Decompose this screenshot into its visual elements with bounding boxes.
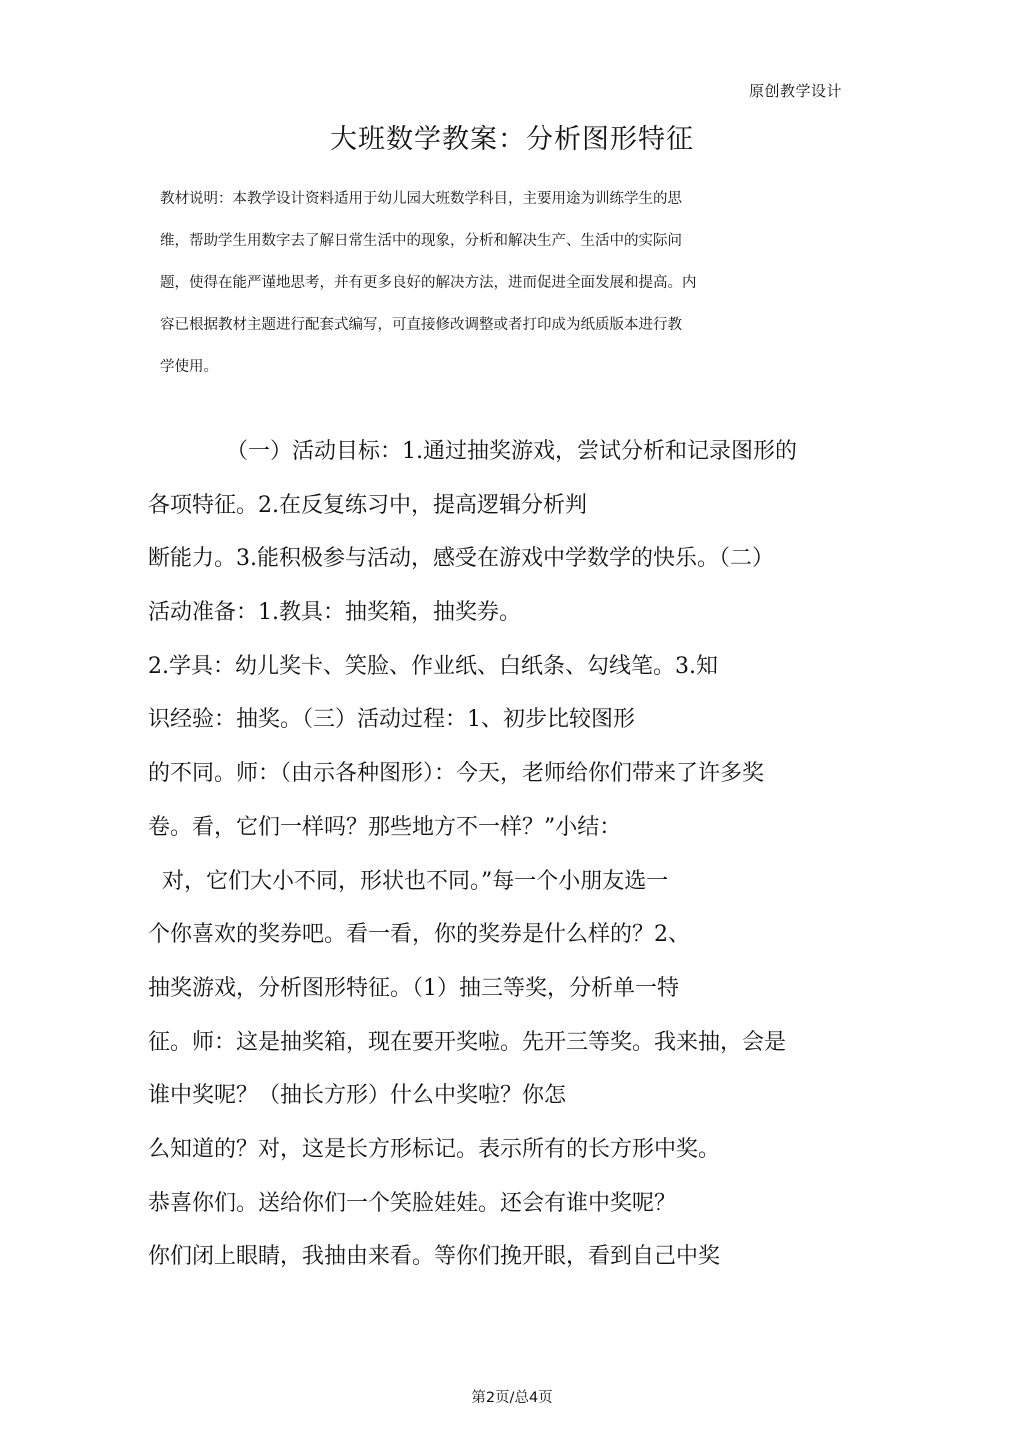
material-description — [160, 186, 820, 396]
intro-line: 学使用。 — [160, 359, 218, 375]
intro-line: 题，使得在能严谨地思考，并有更多良好的解决方法，进而促进全面发展和提高。内 — [160, 275, 697, 291]
body-line: 识经验：抽奖。（三）活动过程：1、初步比较图形 — [148, 707, 635, 733]
intro-line: 维，帮助学生用数字去了解日常生活中的现象，分析和解决生产、生活中的实际问 — [160, 233, 682, 249]
body-line: 卷。看，它们一样吗？那些地方不一样？”小结： — [148, 814, 622, 840]
body-line: 么知道的？对，这是长方形标记。表示所有的长方形中奖。 — [148, 1136, 721, 1162]
body-line: 你们闭上眼睛，我抽由来看。等你们挽开眼，看到自己中奖 — [148, 1244, 721, 1270]
body-line: 抽奖游戏，分析图形特征。（1）抽三等奖，分析单一特 — [148, 975, 679, 1001]
page-title: 大班数学教案：分析图形特征 — [330, 124, 694, 156]
page-number: 第2页/总4页 — [471, 1390, 553, 1406]
body-line: 活动准备：1.教具：抽奖箱，抽奖券。 — [148, 600, 521, 626]
intro-line: 教材说明：本教学设计资料适用于幼儿园大班数学科目，主要用途为训练学生的思 — [160, 191, 682, 207]
body-line: 对，它们大小不同，形状也不同。”每一个小朋友选一 — [162, 868, 669, 894]
body-line: 谁中奖呢？（抽长方形）什么中奖啦？你怎 — [148, 1083, 567, 1109]
intro-line: 容已根据教材主题进行配套式编写，可直接修改调整或者打印成为纸质版本进行教 — [160, 317, 682, 333]
body-line: 的不同。师：（由示各种图形）：今天，老师给你们带来了许多奖 — [148, 761, 765, 787]
lesson-body — [148, 432, 888, 1291]
body-line: 恭喜你们。送给你们一个笑脸娃娃。还会有谁中奖呢？ — [148, 1190, 677, 1216]
body-line: 2.学具：幼儿奖卡、笑脸、作业纸、白纸条、勾线笔。3.知 — [148, 653, 718, 679]
body-line: 断能力。3.能积极参与活动，感受在游戏中学数学的快乐。（二） — [148, 546, 774, 572]
body-line: （一）活动目标：1.通过抽奖游戏，尝试分析和记录图形的 — [226, 439, 797, 464]
header-note: 原创教学设计 — [748, 82, 842, 100]
body-line: 征。师：这是抽奖箱，现在要开奖啦。先开三等奖。我来抽，会是 — [148, 1029, 787, 1055]
body-line: 各项特征。2.在反复练习中，提高逻辑分析判 — [148, 492, 587, 518]
body-line: 个你喜欢的奖券吧。看一看，你的奖券是什么样的？2、 — [148, 922, 690, 948]
